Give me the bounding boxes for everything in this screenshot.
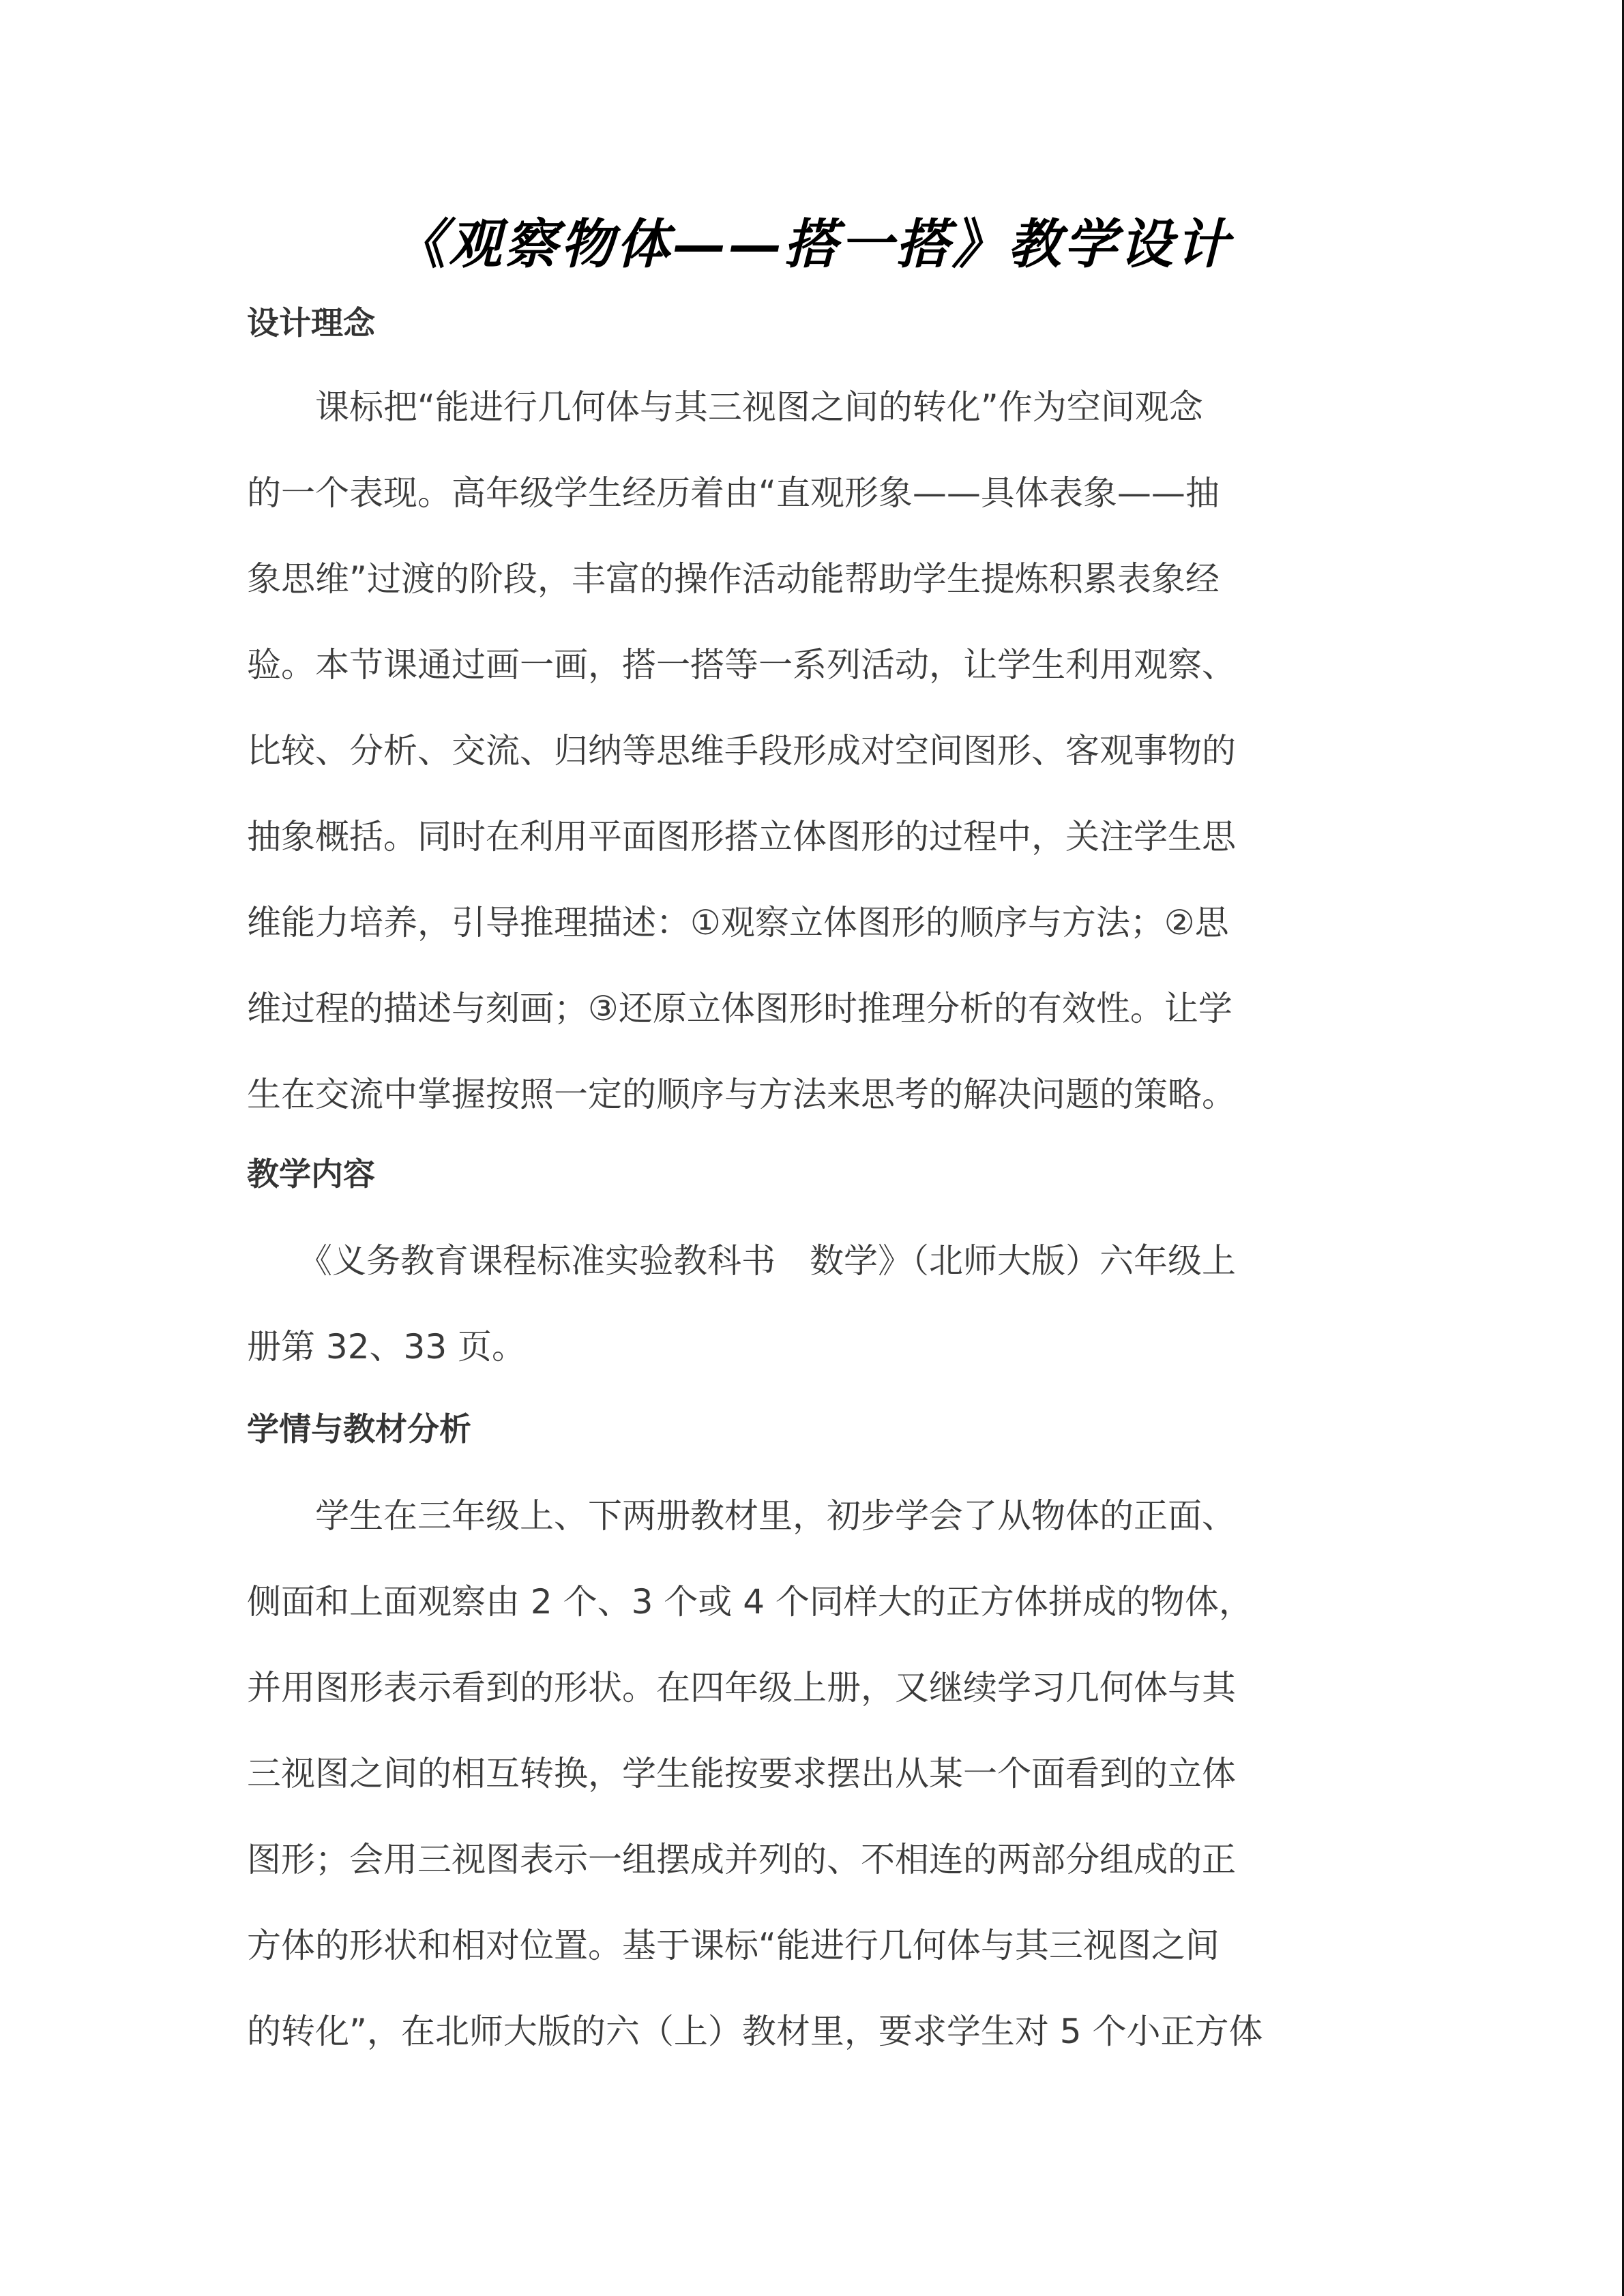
paragraph-line: 验。本节课通过画一画，搭一搭等一系列活动，让学生利用观察、	[247, 645, 1236, 685]
section-heading-design-concept: 设计理念	[247, 305, 375, 342]
paragraph-line: 并用图形表示看到的形状。在四年级上册，又继续学习几何体与其	[247, 1668, 1236, 1708]
paragraph-line: 《义务教育课程标准实验教科书 数学》（北师大版）六年级上	[247, 1241, 1236, 1281]
paragraph-line: 比较、分析、交流、归纳等思维手段形成对空间图形、客观事物的	[247, 731, 1236, 771]
section-paragraph-design-concept	[247, 364, 1379, 1137]
document-title: 《观察物体——搭一搭》教学设计	[392, 213, 1232, 275]
section-heading-teaching-content: 教学内容	[247, 1156, 375, 1193]
paragraph-line: 课标把“能进行几何体与其三视图之间的转化”作为空间观念	[247, 387, 1203, 427]
paragraph-line: 象思维”过渡的阶段，丰富的操作活动能帮助学生提炼积累表象经	[247, 559, 1220, 599]
paragraph-line: 册第 32、33 页。	[247, 1327, 527, 1367]
paragraph-line: 维过程的描述与刻画；③还原立体图形时推理分析的有效性。让学	[247, 989, 1232, 1028]
section-paragraph-teaching-content	[247, 1218, 1379, 1390]
paragraph-line: 生在交流中掌握按照一定的顺序与方法来思考的解决问题的策略。	[247, 1075, 1236, 1114]
paragraph-line: 抽象概括。同时在利用平面图形搭立体图形的过程中，关注学生思	[247, 817, 1236, 856]
paragraph-line: 方体的形状和相对位置。基于课标“能进行几何体与其三视图之间	[247, 1926, 1220, 1965]
section-heading-learner-analysis: 学情与教材分析	[247, 1411, 471, 1448]
paragraph-line: 的转化”，在北师大版的六（上）教材里，要求学生对 5 个小正方体	[247, 2012, 1263, 2051]
paragraph-line: 图形；会用三视图表示一组摆成并列的、不相连的两部分组成的正	[247, 1840, 1236, 1879]
paragraph-line: 侧面和上面观察由 2 个、3 个或 4 个同样大的正方体拼成的物体，	[247, 1582, 1253, 1622]
paragraph-line: 学生在三年级上、下两册教材里，初步学会了从物体的正面、	[247, 1496, 1236, 1536]
paragraph-line: 三视图之间的相互转换，学生能按要求摆出从某一个面看到的立体	[247, 1754, 1236, 1793]
paragraph-line: 维能力培养，引导推理描述：①观察立体图形的顺序与方法；②思	[247, 903, 1229, 942]
paragraph-line: 的一个表现。高年级学生经历着由“直观形象——具体表象——抽	[247, 473, 1220, 513]
section-paragraph-learner-analysis	[247, 1473, 1379, 2074]
